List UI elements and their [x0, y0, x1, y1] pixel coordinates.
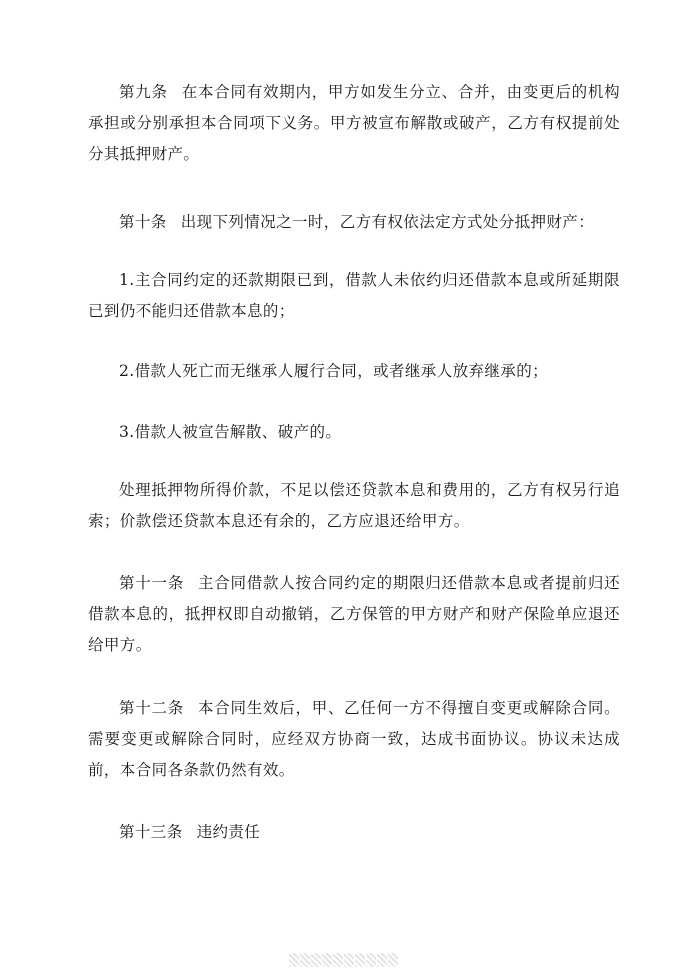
list-item-3-text: 3.借款人被宣告解散、破产的。	[119, 423, 342, 441]
disposal-text: 处理抵押物所得价款，不足以偿还贷款本息和费用的，乙方有权另行追索；价款偿还贷款本息还有余的，乙方应退还给甲方。	[88, 481, 620, 530]
article-10-text: 出现下列情况之一时，乙方有权依法定方式处分抵押财产：	[180, 213, 595, 231]
list-item-3	[88, 417, 620, 448]
article-9-text: 在本合同有效期内，甲方如发生分立、合并，由变更后的机构承担或分别承担本合同项下义务。甲方被宣布解散或破产，乙方有权提前处分其抵押财产。	[88, 83, 620, 163]
article-9-label: 第九条	[119, 83, 168, 101]
article-13-label: 第十三条	[119, 823, 183, 841]
article-9-paragraph	[88, 77, 620, 170]
article-11-paragraph	[88, 568, 620, 661]
disposal-paragraph	[88, 475, 620, 537]
article-12-label: 第十二条	[119, 699, 184, 717]
list-item-1-text: 1.主合同约定的还款期限已到，借款人未依约归还借款本息或所延期限已到仍不能归还借款本息的；	[88, 271, 620, 320]
article-10-paragraph	[88, 207, 620, 238]
article-13-paragraph	[88, 817, 620, 848]
article-11-text: 主合同借款人按合同约定的期限归还借款本息或者提前归还借款本息的，抵押权即自动撤销，乙方保管的甲方财产和财产保险单应退还给甲方。	[88, 574, 620, 654]
list-item-1	[88, 265, 620, 327]
article-11-label: 第十一条	[119, 574, 184, 592]
article-12-text: 本合同生效后，甲、乙任何一方不得擅自变更或解除合同。需要变更或解除合同时，应经双方协商一致，达成书面协议。协议未达成前，本合同各条款仍然有效。	[88, 699, 620, 779]
list-item-2-text: 2.借款人死亡而无继承人履行合同，或者继承人放弃继承的；	[119, 362, 548, 380]
blurred-watermark	[282, 950, 404, 970]
list-item-2	[88, 356, 620, 387]
article-12-paragraph	[88, 693, 620, 786]
article-10-label: 第十条	[119, 213, 167, 231]
article-13-text: 违约责任	[196, 823, 261, 841]
